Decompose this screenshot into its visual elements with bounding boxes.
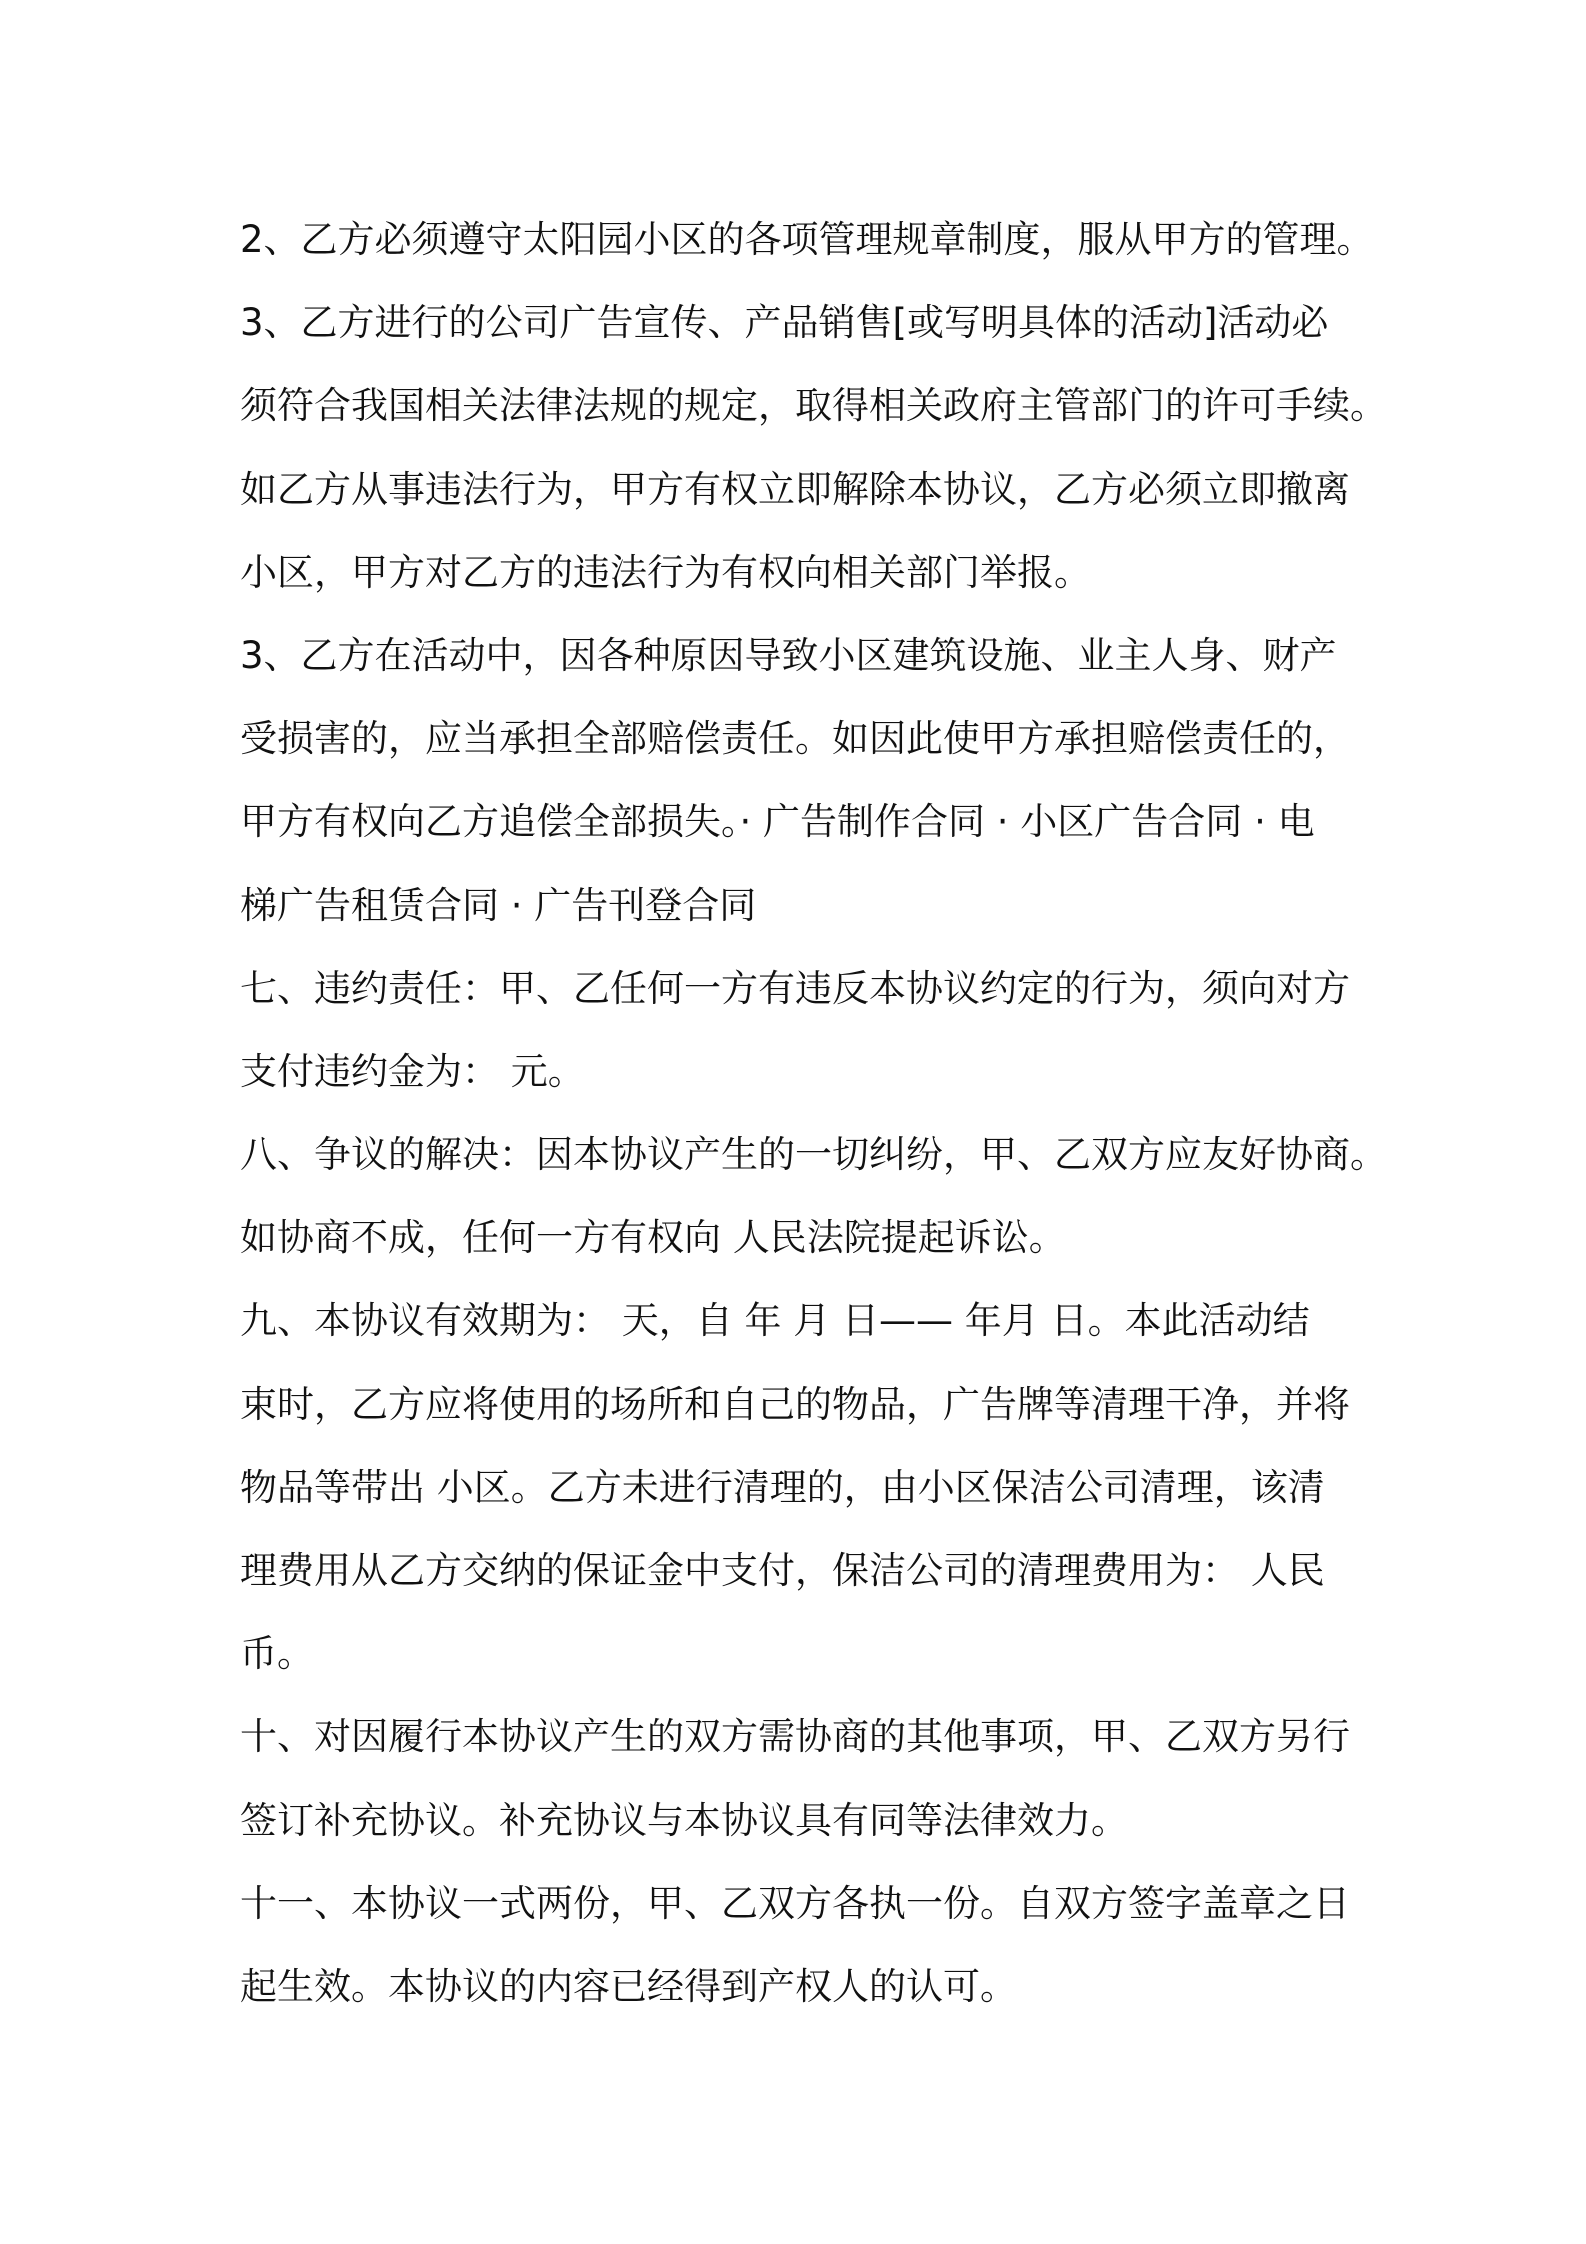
text-line: 十、对因履行本协议产生的双方需协商的其他事项，甲、乙双方另行 xyxy=(240,1715,1350,1759)
text-line: 须符合我国相关法律法规的规定，取得相关政府主管部门的许可手续。 xyxy=(240,384,1387,428)
text-line: 受损害的，应当承担全部赔偿责任。如因此使甲方承担赔偿责任的， xyxy=(240,717,1350,761)
text-line: 起生效。本协议的内容已经得到产权人的认可。 xyxy=(240,1964,1017,2008)
text-line: 八、争议的解决：因本协议产生的一切纠纷，甲、乙双方应友好协商。 xyxy=(240,1133,1387,1177)
text-line: 物品等带出 小区。乙方未进行清理的，由小区保洁公司清理，该清 xyxy=(240,1465,1325,1509)
text-line: 梯广告租赁合同 · 广告刊登合同 xyxy=(240,883,757,927)
text-line: 束时，乙方应将使用的场所和自己的物品，广告牌等清理干净，并将 xyxy=(240,1382,1350,1426)
text-line: 如乙方从事违法行为，甲方有权立即解除本协议，乙方必须立即撤离 xyxy=(240,467,1350,511)
text-line: 2、乙方必须遵守太阳园小区的各项管理规章制度，服从甲方的管理。 xyxy=(240,218,1374,261)
text-line: 理费用从乙方交纳的保证金中支付，保洁公司的清理费用为： 人民 xyxy=(240,1549,1325,1592)
text-line: 十一、本协议一式两份，甲、乙双方各执一份。自双方签字盖章之日 xyxy=(240,1881,1350,1925)
text-line: 小区，甲方对乙方的违法行为有权向相关部门举报。 xyxy=(240,550,1091,594)
text-line: 签订补充协议。补充协议与本协议具有同等法律效力。 xyxy=(240,1798,1128,1842)
document-body xyxy=(240,198,1387,2028)
text-line: 币。 xyxy=(240,1632,314,1676)
text-line: 3、乙方进行的公司广告宣传、产品销售[或写明具体的活动]活动必 xyxy=(240,301,1329,345)
text-line: 3、乙方在活动中，因各种原因导致小区建筑设施、业主人身、财产 xyxy=(240,633,1337,677)
text-line: 支付违约金为： 元。 xyxy=(240,1049,585,1093)
text-line: 如协商不成，任何一方有权向 人民法院提起诉讼。 xyxy=(240,1216,1066,1260)
text-line: 甲方有权向乙方追偿全部损失。· 广告制作合同 · 小区广告合同 · 电 xyxy=(240,800,1315,844)
text-line: 九、本协议有效期为： 天，自 年 月 日—— 年月 日。本此活动结 xyxy=(240,1299,1310,1343)
text-line: 七、违约责任：甲、乙任何一方有违反本协议约定的行为，须向对方 xyxy=(240,966,1350,1010)
